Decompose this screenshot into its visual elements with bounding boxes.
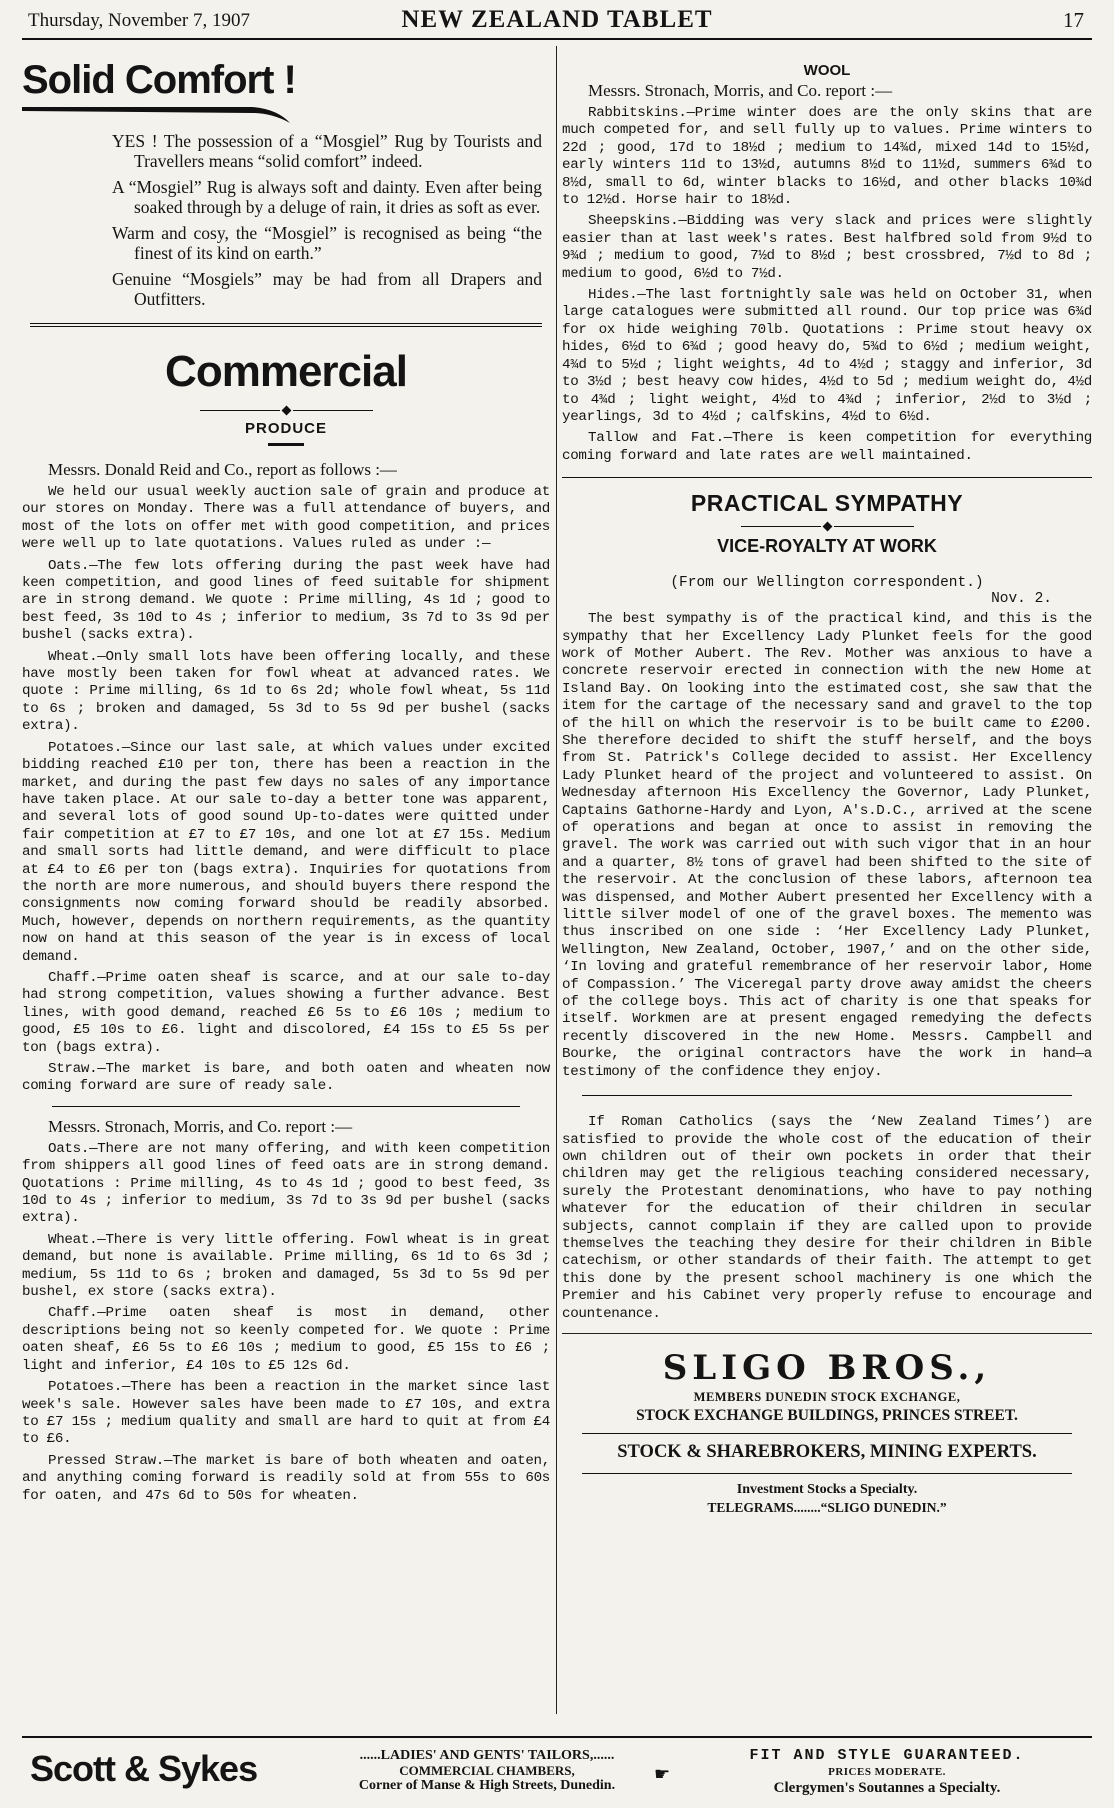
- diamond-rule: [562, 523, 1092, 530]
- report-paragraph: Rabbitskins.—Prime winter does are the only skins that are much competed for, and sell fully up to values. Prime winters to 22d ; good, 17d to 18½d ; medium to 14¾d, mixed 14d to 15½d, early winters 11d to 13½d, autumns 8½d to 11½d, summers 6¾d to 8½d, small to 6d, winter blacks to 16½d, and other blacks 10¾d to 12½d. Horse hair to 18½d.: [562, 105, 1092, 209]
- right-column: [562, 46, 1092, 1726]
- article-title: PRACTICAL SYMPATHY: [690, 490, 964, 517]
- report-paragraph: Oats.—The few lots offering during the past week have had keen competition, and good lines of feed suitable for shipment are in strong demand. We quote : Prime milling, 4s 1d ; good to best feed, 3s 10d to 4s ; inferior to medium, 3s 7d to 3s 9d per bushel (sacks extra).: [22, 557, 550, 644]
- report-paragraph: Oats.—There are not many offering, and with keen competition from shippers all good lines of feed oats are in strong demand. Quotations : Prime milling, 4s to 4s 1d ; good to best feed, 3s 10d to 4s ; inferior to medium, 3s 7d to 3s 9d per bushel (sacks extra).: [22, 1140, 550, 1227]
- tailor-claims: [682, 1748, 1092, 1796]
- ad-rule: [582, 1433, 1072, 1434]
- report-lead: Messrs. Stronach, Morris, and Co. report :—: [48, 1116, 353, 1136]
- report-paragraph: Chaff.—Prime oaten sheaf is most in demand, other descriptions being not so keenly competed for. We quote : Prime oaten sheaf, £6 5s to £6 10s ; medium to good, £5 15s to £6 ; light and inferior, £4 10s to £5 12s 6d.: [22, 1305, 550, 1374]
- issue-date: Thursday, November 7, 1907: [28, 10, 250, 31]
- ad-paragraph: Warm and cosy, the “Mosgiel” is recognised as being “the finest of its kind on earth.”: [112, 223, 542, 263]
- ad-paragraph: YES ! The possession of a “Mosgiel” Rug by Tourists and Travellers means “solid comfort” indeed.: [112, 131, 542, 171]
- report-paragraph: Hides.—The last fortnightly sale was held on October 31, when large catalogues were submitted all round. Our top price was 6¾d for ox hide weighing 70lb. Quotations : Prime stout heavy ox hides, 6½d to 6¾d ; good heavy do, 5¾d to 6½d ; medium weight, 4¾d to 5½d ; light weights, 4d to 4½d ; staggy and inferior, 3d to 3½d ; best heavy cow hides, 4½d to 5d ; medium weight do, 4½d to 4¾d ; light weight, 4½d to 4¾d ; inferior, 2½d to 3½d ; yearlings, 3d to 4½d ; calfskins, 4½d to 6½d.: [562, 287, 1092, 425]
- section-title: Commercial: [165, 347, 407, 396]
- report-paragraph: Wheat.—Only small lots have been offering locally, and these have mostly been taken for fowl wheat at advanced rates. We quote : Prime milling, 6s 1d to 6s 2d; whole fowl wheat, 5s 11d to 6s ; broken and damaged, 5s 3d to 5s 9d per bushel (sacks extra).: [22, 648, 550, 735]
- column-divider: [556, 46, 557, 1714]
- page-number: 17: [1063, 8, 1084, 32]
- swoosh-ornament: [22, 103, 292, 125]
- sligo-title: SLIGO BROS.,: [662, 1347, 992, 1388]
- sligo-advertisement: [562, 1333, 1092, 1516]
- tailor-trade: ......LADIES' AND GENTS' TAILORS,......: [359, 1748, 615, 1763]
- pointing-hand-icon: ☛: [654, 1764, 671, 1785]
- report-paragraph: Straw.—The market is bare, and both oaten and wheaten now coming forward are sure of ready sale.: [22, 1061, 550, 1095]
- ad-paragraph: Genuine “Mosgiels” may be had from all Drapers and Outfitters.: [112, 269, 542, 309]
- report-lead: Messrs. Donald Reid and Co., report as follows :—: [48, 460, 397, 479]
- ad-rule: [582, 1473, 1072, 1474]
- section-divider: [582, 1095, 1072, 1096]
- report-paragraph: Tallow and Fat.—There is keen competition for everything coming forward and late rates are well maintained.: [562, 430, 1092, 464]
- tailor-logo: Scott & Sykes: [30, 1748, 258, 1789]
- fit-guarantee: FIT AND STYLE GUARANTEED.: [749, 1747, 1025, 1764]
- sympathy-article: [562, 490, 1092, 1081]
- article-body: The best sympathy is of the practical kind, and this is the sympathy that her Excellency Lady Plunket feels for the good work of Mother Aubert. The Rev. Mother was anxious to have a concrete reservoir erected in connection with the new Home at Island Bay. On looking into the estimated cost, she saw that the item for the cartage of the necessary sand and gravel to the top of the hill on which the reservoir is to be built came to £200. She therefore decided to shift the stuff herself, and the boys from St. Patrick's College decided to assist. Her Excellency Lady Plunket heard of the project and volunteered to assist. On Wednesday afternoon His Excellency the Governor, Lady Plunket, Captains Gathorne-Hardy and Lyon, A's.D.C., arrived at the scene of operations and began at once to assist in removing the gravel. The work was carried out with such vigor that in an hour and a quarter, 8½ tons of gravel had been shifted to the site of the reservoir. At the conclusion of these labors, afternoon tea was dispensed, and Mother Aubert presented her Excellency with a little silver model of one of the gravel boxes. The memento was thus inscribed on one side : ‘Her Excellency Lady Plunket, Wellington, New Zealand, October, 1907,’ and on the other side, ‘In loving and grateful remembrance of her reservoir labor, Home of Compassion.’ The Viceregal party drove away amidst the cheers of the college boys. This act of charity is one that speaks for itself. Workmen are at present engaged remedying the defects recently discovered in the new Home. Messrs. Campbell and Bourke, the original contractors have the work in hand—a testimony of the confidence they enjoy.: [562, 611, 1092, 1080]
- correspondent-line: (From our Wellington correspondent.): [670, 575, 984, 592]
- section-divider: [30, 323, 542, 327]
- mosgiel-advertisement: [22, 58, 550, 309]
- report-paragraph: Wheat.—There is very little offering. Fowl wheat is in great demand, but none is available. Prime milling, 6s 1d to 6s 3d ; medium, 5s 11d to 6s ; broken and damaged, 5s 3d to 5s 9d per bushel, ex store (sacks extra).: [22, 1231, 550, 1301]
- sligo-specialty: Investment Stocks a Specialty.: [736, 1481, 918, 1497]
- wool-heading: WOOL: [803, 62, 851, 79]
- report-paragraph: Pressed Straw.—The market is bare of both wheaten and oaten, and anything coming forward is readily sold at from 55s to 60s for oaten, and 47s 6d to 50s for wheaten.: [22, 1452, 550, 1504]
- tailor-building: COMMERCIAL CHAMBERS,: [399, 1763, 575, 1778]
- sligo-address: STOCK EXCHANGE BUILDINGS, PRINCES STREET.: [636, 1406, 1018, 1424]
- report-lead: Messrs. Stronach, Morris, and Co. report :—: [588, 81, 893, 100]
- report-paragraph: We held our usual weekly auction sale of grain and produce at our stores on Monday. There was a full attendance of buyers, and most of the lots on offer met with good competition, and prices were well up to late quotations. Values ruled as under :—: [22, 484, 550, 553]
- produce-heading: PRODUCE: [244, 420, 327, 437]
- diamond-rule: [22, 407, 550, 414]
- report-paragraph: Potatoes.—There has been a reaction in the market since last week's sale. However sales have been made to £7 10s, and extra to £7 15s ; medium quality and small are hard to quit at from £4 to £6.: [22, 1379, 550, 1448]
- prices-line: PRICES MODERATE.: [828, 1766, 946, 1778]
- sligo-membership: MEMBERS DUNEDIN STOCK EXCHANGE,: [693, 1389, 961, 1404]
- article-subtitle: VICE-ROYALTY AT WORK: [717, 536, 937, 557]
- report-paragraph: Chaff.—Prime oaten sheaf is scarce, and at our sale to-day had strong competition, values showing a further advance. Best lines, with good demand, reached £6 5s to £6 10s ; medium to good, £5 10s to £6. light and discolored, £4 15s to £5 5s per ton (bags extra).: [22, 969, 550, 1056]
- catholics-item: [562, 1114, 1092, 1323]
- ad-title: Solid Comfort !: [22, 58, 296, 102]
- section-divider: [562, 477, 1092, 478]
- publication-title: NEW ZEALAND TABLET: [401, 6, 713, 33]
- sligo-services: STOCK & SHAREBROKERS, MINING EXPERTS.: [617, 1441, 1037, 1462]
- dateline: Nov. 2.: [991, 591, 1052, 608]
- report-paragraph: Sheepskins.—Bidding was very slack and prices were slightly easier than at last week's rates. Best halfbred sold from 9½d to 9¾d ; medium to good, 7½d to 8½d ; best crossbred, 7½d to 8d ; medium to good, 6½d to 7½d.: [562, 213, 1092, 282]
- left-column: [22, 46, 550, 1726]
- short-rule: [268, 443, 304, 446]
- report-paragraph: Potatoes.—Since our last sale, at which values under excited bidding reached £10 per ton, there has been a reaction in the market, and during the past few days no sales of any importance have taken place. At our sale to-day a better tone was apparent, and several lots of good sound Up-to-dates were quitted under fair competition at £7 to £7 10s, and one lot at £7 15s. Medium and small sorts had little demand, and were difficult to place at £4 to £6 per ton (bags extra). Inquiries for quotations from the north are more numerous, and should buyers there respond the consignments now coming forward should be readily absorbed. Much, however, depends on northern requirements, as the quantity now on hand at this season of the year is in excess of local demand.: [22, 739, 550, 965]
- report-divider: [52, 1106, 520, 1107]
- ad-paragraph: A “Mosgiel” Rug is always soft and dainty. Even after being soaked through by a deluge of rain, it dries as soft as ever.: [112, 177, 542, 217]
- tailor-details: [322, 1748, 652, 1793]
- masthead: [22, 6, 1092, 40]
- tailor-address: Corner of Manse & High Streets, Dunedin.: [358, 1778, 616, 1793]
- specialty-line: Clergymen's Soutannes a Specialty.: [773, 1780, 1001, 1796]
- wool-section: [562, 62, 1092, 465]
- article-body: If Roman Catholics (says the ‘New Zealand Times’) are satisfied to provide the whole cost of the education of their own children out of their own pockets in order that their children may get the religious teaching considered necessary, surely the Protestant denominations, who have to pay nothing whatever for the education of their children in secular subjects, cannot complain if they are called upon to provide themselves the teaching they desire for their children in Bible catechism, or other standards of their faith. The attempt to get this done by the present school machinery is one which the Premier and his Cabinet very properly refuse to encourage and countenance.: [562, 1114, 1092, 1322]
- footer-advertisement: [22, 1736, 1092, 1804]
- sligo-telegrams: TELEGRAMS........“SLIGO DUNEDIN.”: [707, 1499, 947, 1515]
- commercial-section: [22, 347, 550, 1505]
